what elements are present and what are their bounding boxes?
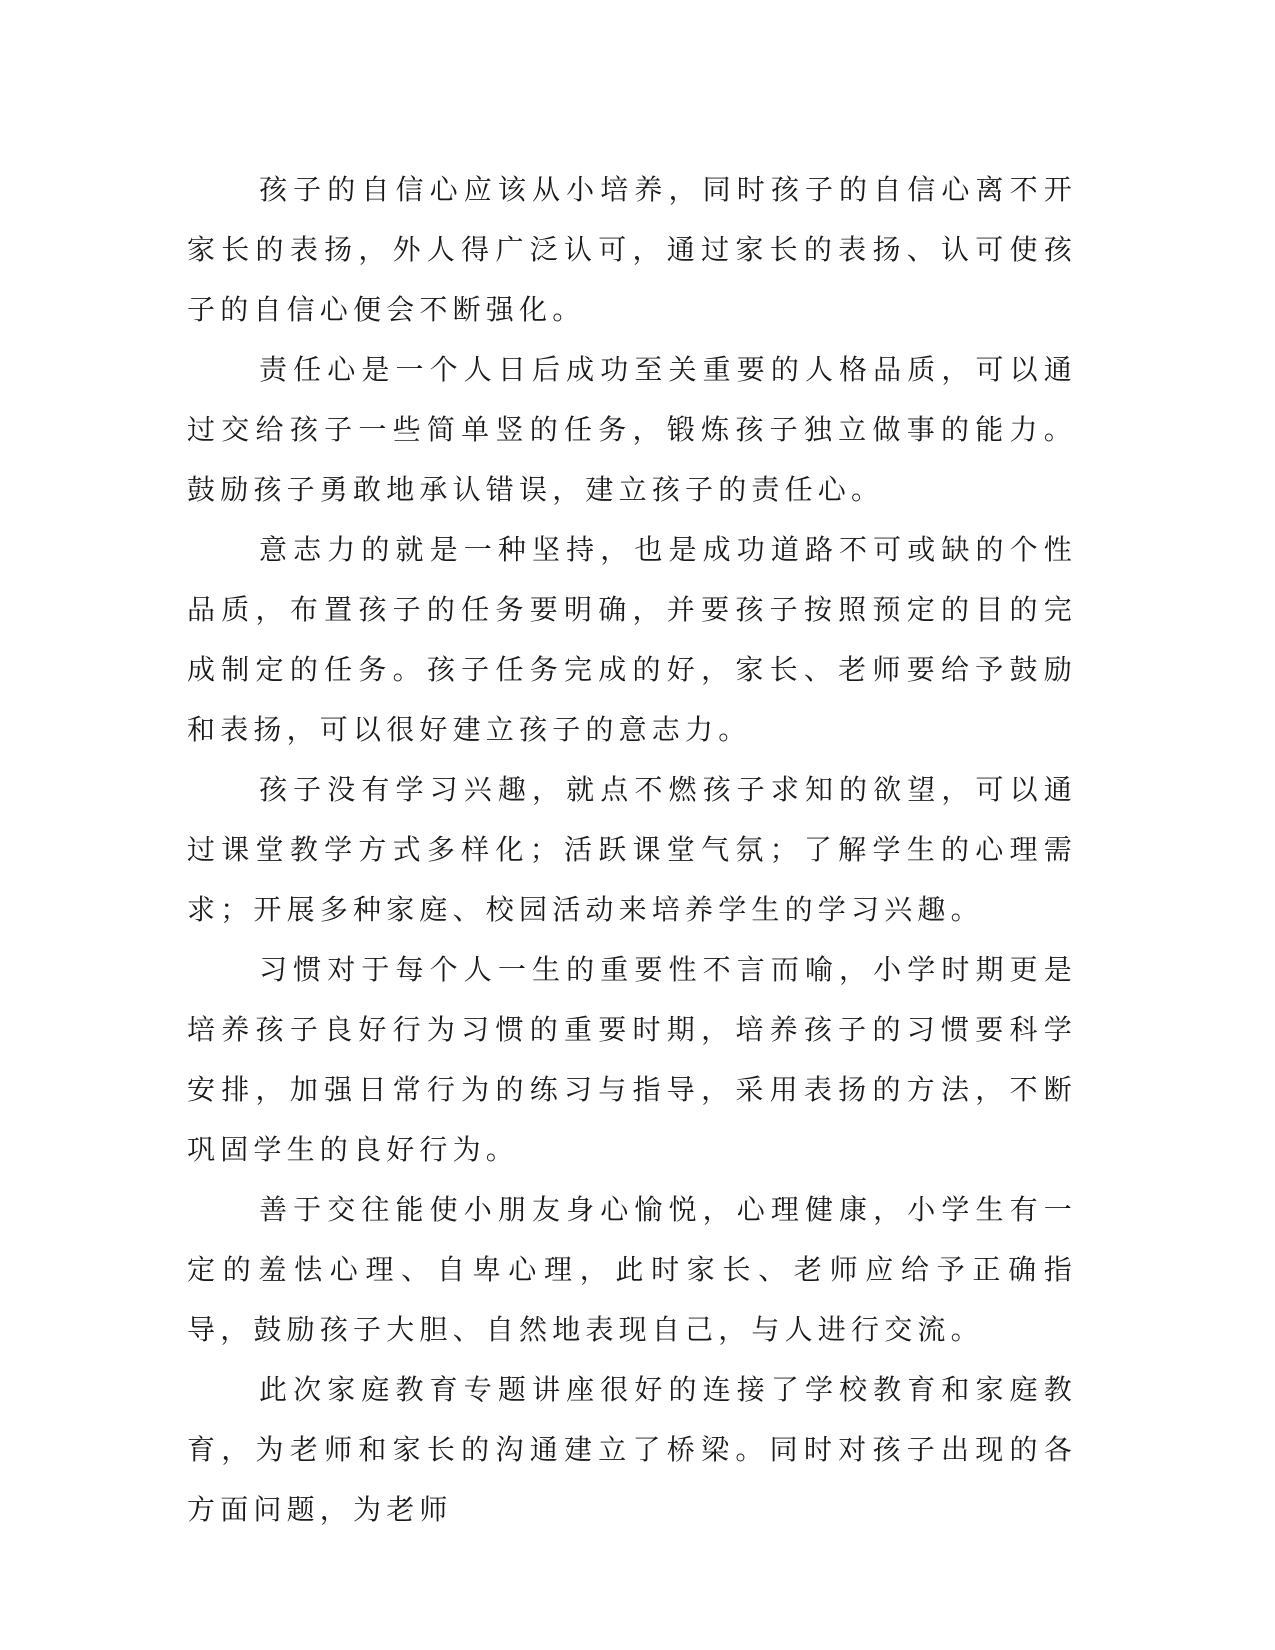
document-body xyxy=(187,160,1077,1540)
paragraph-social-skills: 善于交往能使小朋友身心愉悦，心理健康，小学生有一定的羞怯心理、自卑心理，此时家长、老师应给予正确指导，鼓励孩子大胆、自然地表现自己，与人进行交流。 xyxy=(187,1193,1077,1346)
paragraph-lecture-summary: 此次家庭教育专题讲座很好的连接了学校教育和家庭教育，为老师和家长的沟通建立了桥梁。同时对孩子出现的各方面问题，为老师 xyxy=(187,1373,1077,1526)
paragraph-willpower: 意志力的就是一种坚持，也是成功道路不可或缺的个性品质，布置孩子的任务要明确，并要孩子按照预定的目的完成制定的任务。孩子任务完成的好，家长、老师要给予鼓励和表扬，可以很好建立孩子的意志力。 xyxy=(187,533,1077,746)
paragraph-responsibility: 责任心是一个人日后成功至关重要的人格品质，可以通过交给孩子一些简单竖的任务，锻炼孩子独立做事的能力。鼓励孩子勇敢地承认错误，建立孩子的责任心。 xyxy=(187,353,1077,506)
paragraph-habits: 习惯对于每个人一生的重要性不言而喻，小学时期更是培养孩子良好行为习惯的重要时期，培养孩子的习惯要科学安排，加强日常行为的练习与指导，采用表扬的方法，不断巩固学生的良好行为。 xyxy=(187,953,1077,1166)
paragraph-learning-interest: 孩子没有学习兴趣，就点不燃孩子求知的欲望，可以通过课堂教学方式多样化；活跃课堂气氛；了解学生的心理需求；开展多种家庭、校园活动来培养学生的学习兴趣。 xyxy=(187,773,1077,926)
paragraph-self-confidence: 孩子的自信心应该从小培养，同时孩子的自信心离不开家长的表扬，外人得广泛认可，通过家长的表扬、认可使孩子的自信心便会不断强化。 xyxy=(187,173,1077,326)
